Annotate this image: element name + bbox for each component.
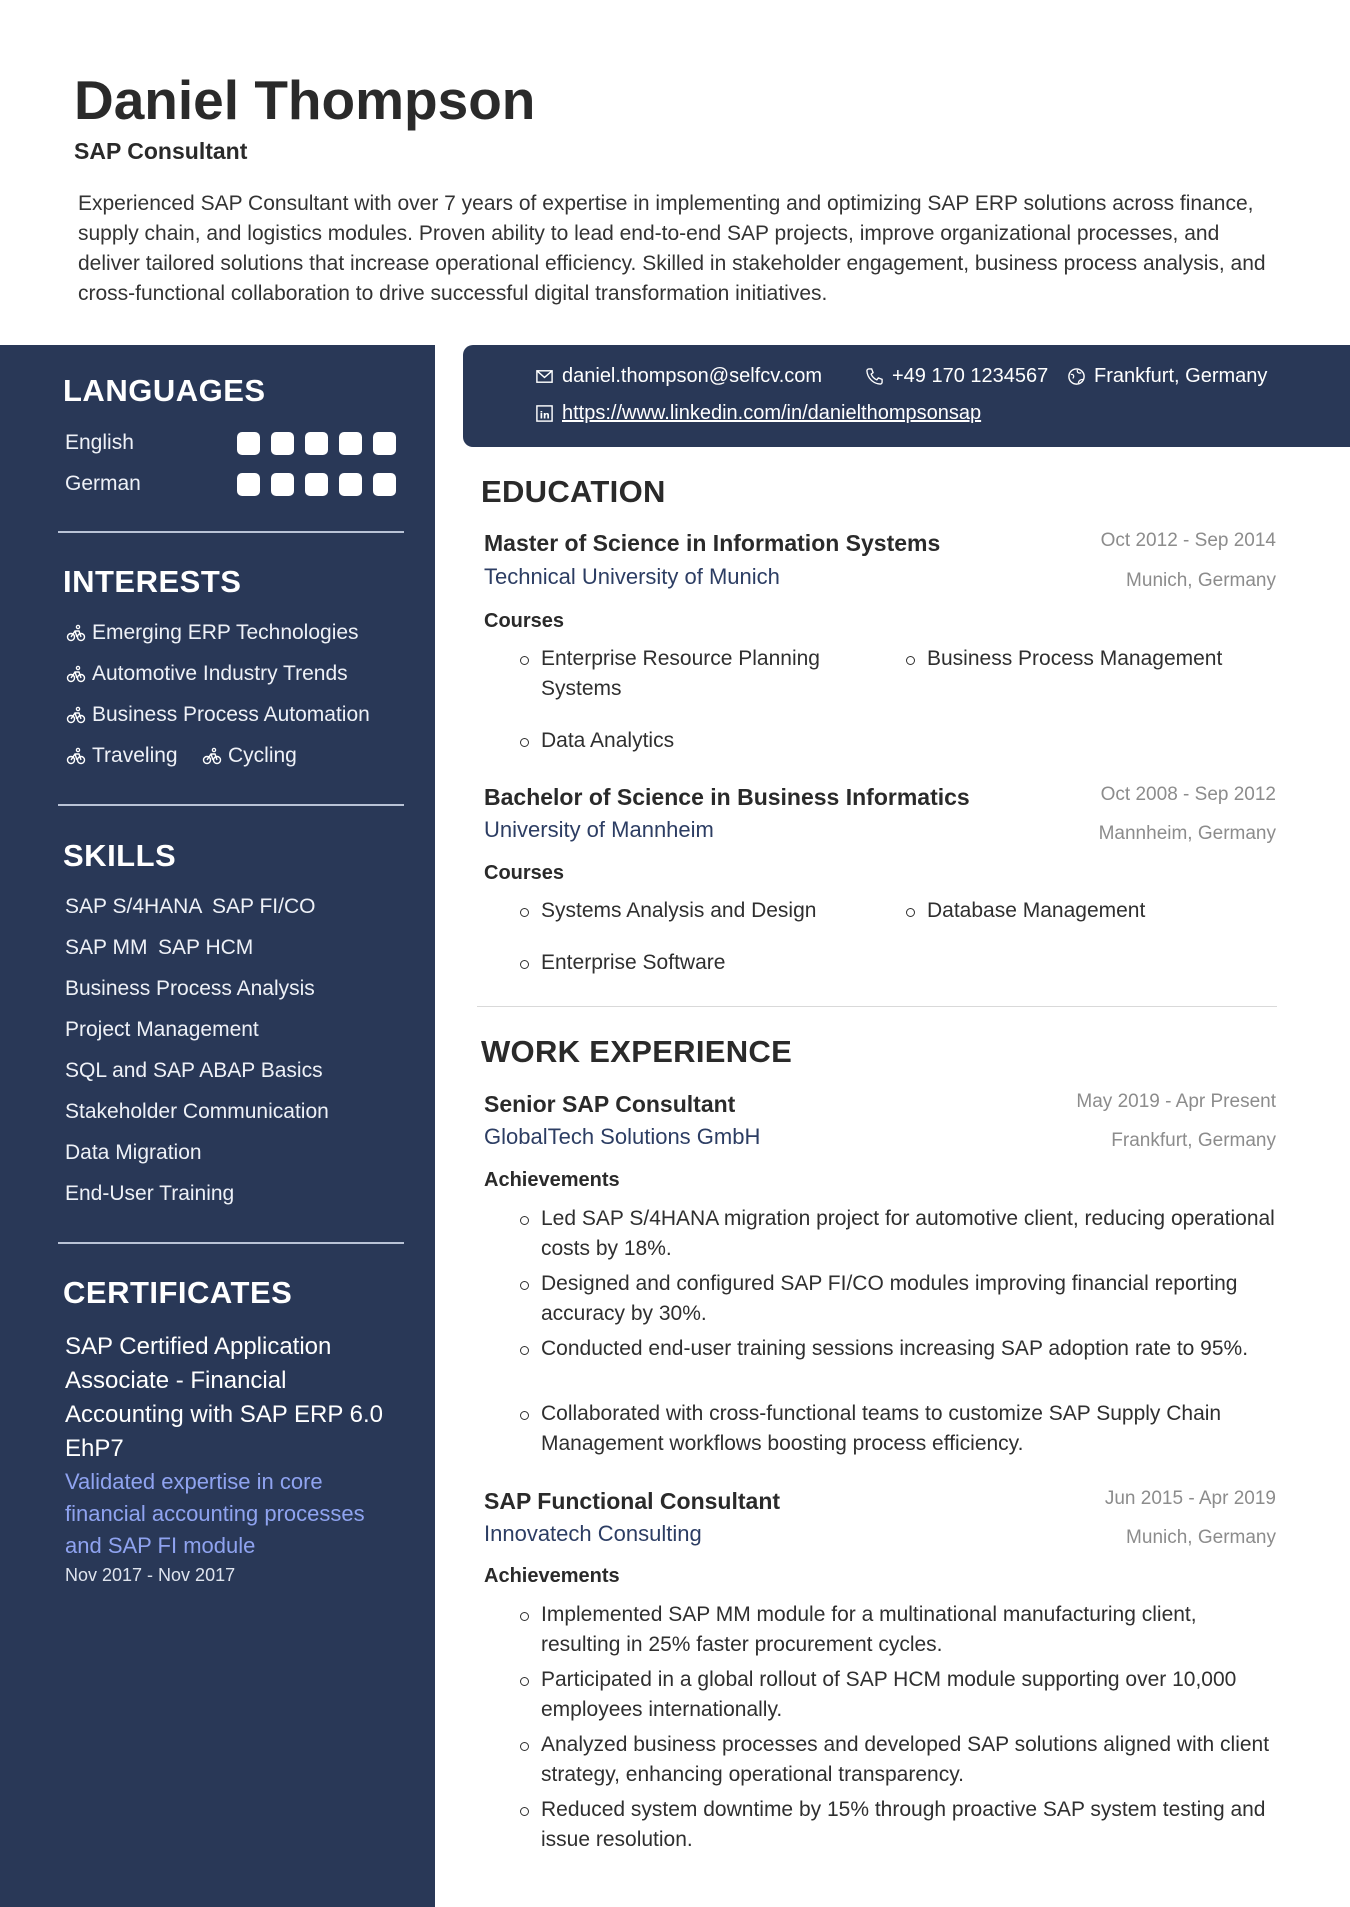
job-title-entry: SAP Functional Consultant <box>484 1488 781 1514</box>
certificate-date: Nov 2017 - Nov 2017 <box>65 1565 236 1585</box>
language-level-english <box>237 432 396 455</box>
level-dot <box>237 473 260 496</box>
email-text: daniel.thompson@selfcv.com <box>562 365 823 387</box>
phone-icon <box>865 367 884 386</box>
sidebar <box>0 345 435 1907</box>
level-dot <box>271 432 294 455</box>
achievement-item: Analyzed business processes and developed SAP solutions aligned with client strategy, enhancing operational transparency. <box>541 1730 1281 1790</box>
company-name: GlobalTech Solutions GmbH <box>484 1124 761 1149</box>
job-location: Frankfurt, Germany <box>1111 1130 1276 1151</box>
course-item: Database Management <box>927 896 1267 926</box>
education-date: Oct 2012 - Sep 2014 <box>1100 530 1276 551</box>
interest-label: Cycling <box>228 744 297 767</box>
section-divider <box>58 804 404 806</box>
course-item: Enterprise Software <box>541 948 871 978</box>
job-title-entry: Senior SAP Consultant <box>484 1091 736 1117</box>
globe-icon <box>1067 367 1086 386</box>
interest-item <box>66 703 370 727</box>
skill-item: SAP MM <box>65 936 148 959</box>
candidate-name: Daniel Thompson <box>74 69 536 131</box>
interest-item <box>202 744 297 768</box>
school-name: Technical University of Munich <box>484 564 780 589</box>
skill-item: End-User Training <box>65 1182 235 1205</box>
interest-item <box>66 744 178 768</box>
level-dot <box>373 432 396 455</box>
job-title: SAP Consultant <box>74 138 248 164</box>
bicycle-icon <box>66 705 86 725</box>
certificates-heading: CERTIFICATES <box>63 1275 293 1310</box>
course-item: Business Process Management <box>927 644 1267 674</box>
courses-label: Courses <box>484 610 565 632</box>
language-level-german <box>237 473 396 496</box>
job-location: Munich, Germany <box>1126 1527 1276 1548</box>
location-text: Frankfurt, Germany <box>1094 365 1268 387</box>
course-item: Data Analytics <box>541 726 871 756</box>
skill-item: Data Migration <box>65 1141 202 1164</box>
bicycle-icon <box>66 664 86 684</box>
course-item: Systems Analysis and Design <box>541 896 871 926</box>
education-heading: EDUCATION <box>481 474 666 509</box>
language-name: German <box>65 472 141 495</box>
degree-title: Master of Science in Information Systems <box>484 530 941 556</box>
section-divider <box>58 1242 404 1244</box>
level-dot <box>339 473 362 496</box>
contact-email[interactable] <box>535 365 822 388</box>
job-date: Jun 2015 - Apr 2019 <box>1104 1488 1276 1509</box>
contact-location <box>1067 365 1267 388</box>
skill-item: SQL and SAP ABAP Basics <box>65 1059 323 1082</box>
skill-item: Business Process Analysis <box>65 977 315 1000</box>
certificate-title: SAP Certified Application Associate - Financial Accounting with SAP ERP 6.0 EhP7 <box>65 1333 383 1462</box>
linkedin-icon <box>535 404 554 423</box>
bicycle-icon <box>66 623 86 643</box>
degree-title: Bachelor of Science in Business Informatics <box>484 784 970 810</box>
interest-label: Traveling <box>92 744 178 767</box>
skill-item: SAP HCM <box>158 936 254 959</box>
achievement-item: Reduced system downtime by 15% through proactive SAP system testing and issue resolution. <box>541 1795 1281 1855</box>
achievement-item: Conducted end-user training sessions increasing SAP adoption rate to 95%. <box>541 1334 1281 1364</box>
education-date: Oct 2008 - Sep 2012 <box>1100 784 1276 805</box>
level-dot <box>339 432 362 455</box>
interest-item <box>66 621 359 645</box>
interest-label: Emerging ERP Technologies <box>92 621 359 644</box>
linkedin-link[interactable]: https://www.linkedin.com/in/danielthompsonsap <box>562 402 982 424</box>
education-location: Mannheim, Germany <box>1098 823 1276 844</box>
level-dot <box>305 473 328 496</box>
achievement-item: Implemented SAP MM module for a multinational manufacturing client, resulting in 25% faster procurement cycles. <box>541 1600 1281 1660</box>
achievements-label: Achievements <box>484 1169 620 1191</box>
interests-heading: INTERESTS <box>63 564 242 599</box>
achievement-item: Designed and configured SAP FI/CO modules improving financial reporting accuracy by 30%. <box>541 1269 1281 1329</box>
company-name: Innovatech Consulting <box>484 1521 702 1546</box>
language-name: English <box>65 431 134 454</box>
phone-text: +49 170 1234567 <box>892 365 1049 387</box>
level-dot <box>237 432 260 455</box>
profile-summary: Experienced SAP Consultant with over 7 years of expertise in implementing and optimizing SAP ERP solutions across finance, supply chain, and logistics modules. Proven ability to lead end-to-end SAP projects, improve organizational processes, and deliver tailored solutions that increase operational efficiency. Skilled in stakeholder engagement, business process analysis, and cross-functional collaboration to drive successful digital transformation initiatives. <box>78 192 1266 305</box>
level-dot <box>271 473 294 496</box>
bicycle-icon <box>66 746 86 766</box>
skill-item: Project Management <box>65 1018 259 1041</box>
contact-phone[interactable] <box>865 365 1048 388</box>
mail-icon <box>535 367 554 386</box>
skills-heading: SKILLS <box>63 838 177 873</box>
work-experience-heading: WORK EXPERIENCE <box>481 1034 793 1069</box>
achievement-item: Participated in a global rollout of SAP HCM module supporting over 10,000 employees internationally. <box>541 1665 1281 1725</box>
school-name: University of Mannheim <box>484 817 714 842</box>
interest-label: Business Process Automation <box>92 703 370 726</box>
section-divider <box>58 531 404 533</box>
contact-bar <box>463 345 1350 447</box>
achievements-label: Achievements <box>484 1565 620 1587</box>
interest-item <box>66 662 348 686</box>
svg-text:in: in <box>539 410 550 422</box>
courses-label: Courses <box>484 862 565 884</box>
contact-linkedin[interactable] <box>535 402 981 425</box>
bicycle-icon <box>202 746 222 766</box>
achievement-item: Collaborated with cross-functional teams to customize SAP Supply Chain Management workflows boosting process efficiency. <box>541 1399 1281 1459</box>
job-date: May 2019 - Apr Present <box>1076 1091 1276 1112</box>
section-divider <box>477 1006 1277 1007</box>
education-location: Munich, Germany <box>1126 570 1276 591</box>
skill-item: SAP S/4HANA <box>65 895 203 918</box>
interest-label: Automotive Industry Trends <box>92 662 348 685</box>
level-dot <box>305 432 328 455</box>
languages-heading: LANGUAGES <box>63 373 266 408</box>
skill-item: Stakeholder Communication <box>65 1100 329 1123</box>
achievement-item: Led SAP S/4HANA migration project for automotive client, reducing operational costs by 18%. <box>541 1204 1281 1264</box>
certificate-description: Validated expertise in core financial accounting processes and SAP FI module <box>65 1469 365 1558</box>
course-item: Enterprise Resource Planning Systems <box>541 644 871 704</box>
skill-item: SAP FI/CO <box>212 895 316 918</box>
level-dot <box>373 473 396 496</box>
